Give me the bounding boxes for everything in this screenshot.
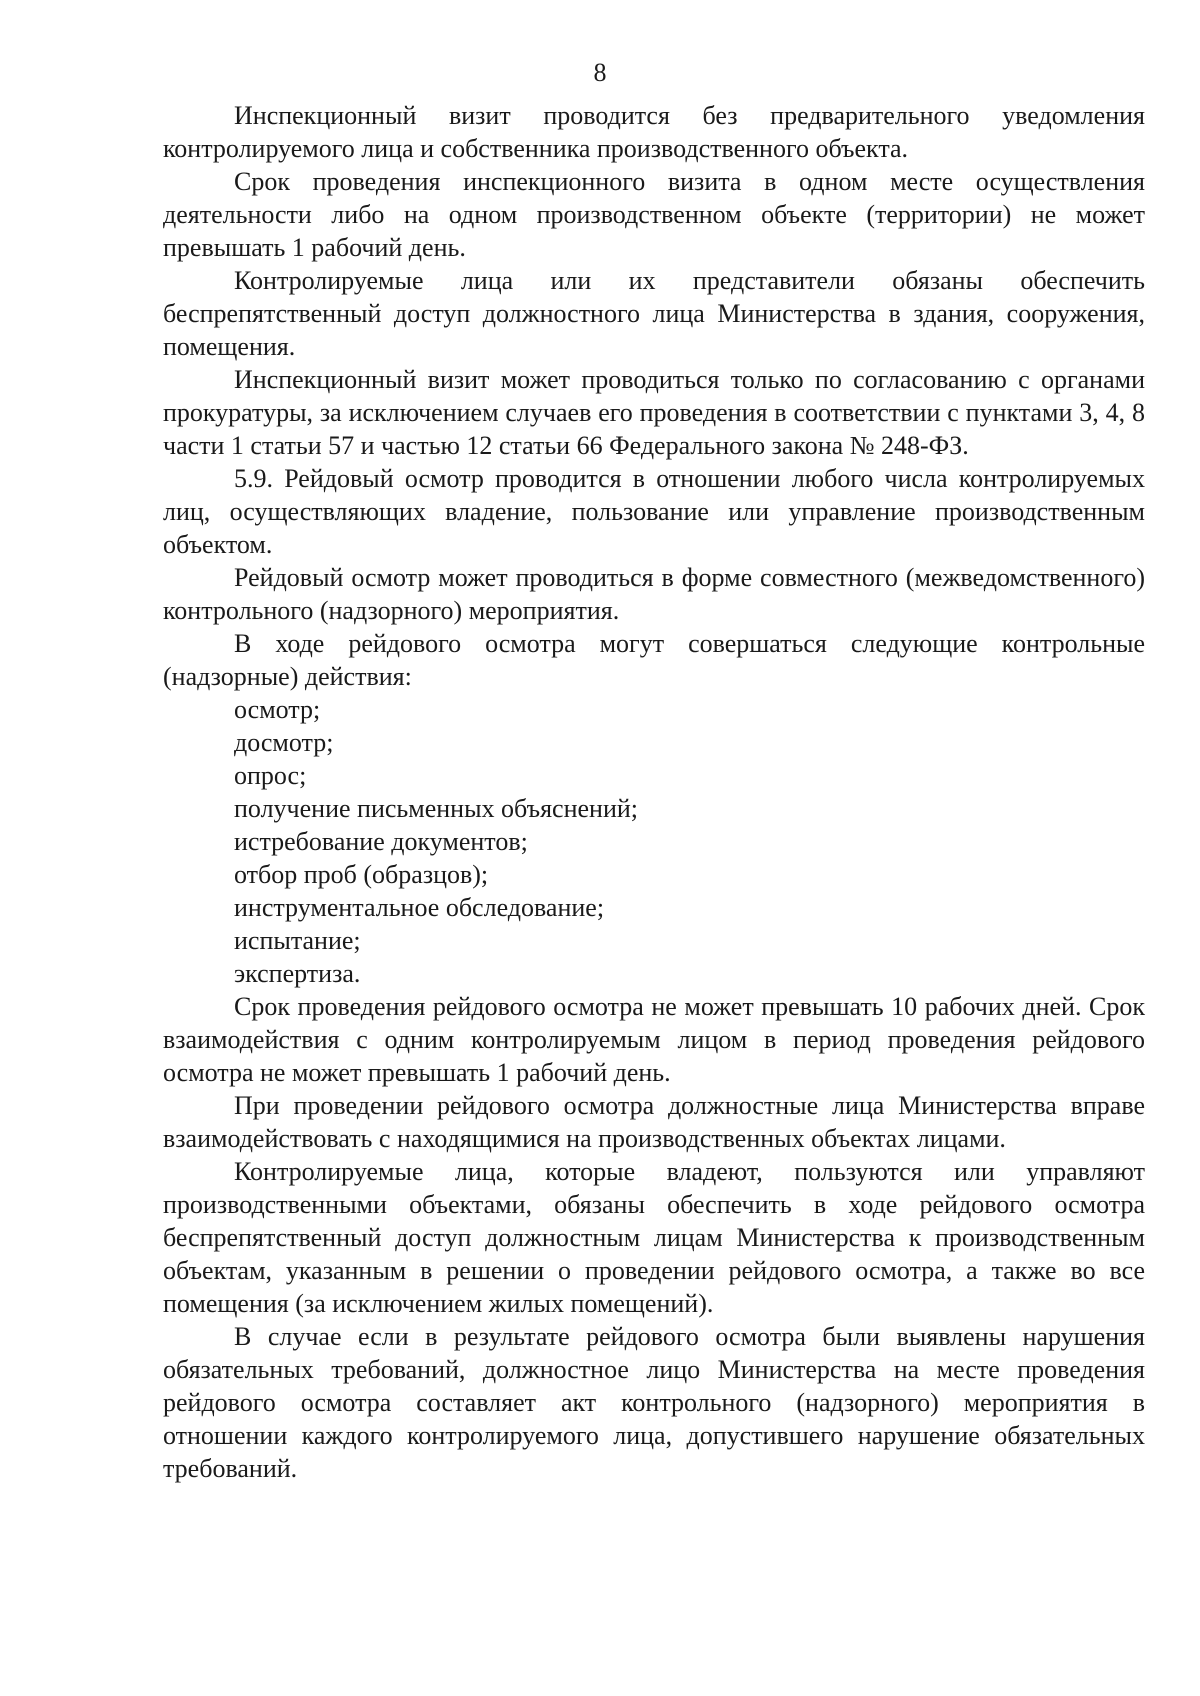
paragraph-section-5-9: 5.9. Рейдовый осмотр проводится в отношении любого числа контролируемых лиц, осуществляющих владение, пользование или управление производственным объектом. xyxy=(163,464,1145,559)
list-item: осмотр; xyxy=(234,695,321,724)
list-item: досмотр; xyxy=(234,728,334,757)
list-item: опрос; xyxy=(234,761,307,790)
document-body xyxy=(163,99,1145,1485)
list-item: испытание; xyxy=(234,926,361,955)
list-item: инструментальное обследование; xyxy=(234,893,605,922)
paragraph-joint-form: Рейдовый осмотр может проводиться в форме совместного (межведомственного) контрольного (надзорного) мероприятия. xyxy=(163,563,1145,625)
list-item: истребование документов; xyxy=(234,827,528,856)
paragraph-actions-intro: В ходе рейдового осмотра могут совершаться следующие контрольные (надзорные) действия: xyxy=(163,629,1145,691)
page-number: 8 xyxy=(593,58,607,87)
paragraph-inspection-duration: Срок проведения инспекционного визита в одном месте осуществления деятельности либо на одном производственном объекте (территории) не может превышать 1 рабочий день. xyxy=(163,167,1145,262)
paragraph-violations-act: В случае если в результате рейдового осмотра были выявлены нарушения обязательных требований, должностное лицо Министерства на месте проведения рейдового осмотра составляет акт контрольного (надзорного) мероприятия в отношении каждого контролируемого лица, допустившего нарушение обязательных требований. xyxy=(163,1322,1145,1483)
paragraph-access-obligation: Контролируемые лица или их представители обязаны обеспечить беспрепятственный доступ должностного лица Министерства в здания, сооружения, помещения. xyxy=(163,266,1145,361)
list-item: получение письменных объяснений; xyxy=(234,794,638,823)
list-item: отбор проб (образцов); xyxy=(234,860,489,889)
paragraph-raid-duration: Срок проведения рейдового осмотра не может превышать 10 рабочих дней. Срок взаимодействия с одним контролируемым лицом в период проведения рейдового осмотра не может превышать 1 рабочий день. xyxy=(163,992,1145,1087)
paragraph-officials-interaction: При проведении рейдового осмотра должностные лица Министерства вправе взаимодействовать с находящимися на производственных объектах лицами. xyxy=(163,1091,1145,1153)
paragraph-owners-access: Контролируемые лица, которые владеют, пользуются или управляют производственными объектами, обязаны обеспечить в ходе рейдового осмотра беспрепятственный доступ должностным лицам Министерства к производственным объектам, указанным в решении о проведении рейдового осмотра, а также во все помещения (за исключением жилых помещений). xyxy=(163,1157,1145,1318)
paragraph-prosecutor-approval: Инспекционный визит может проводиться только по согласованию с органами прокуратуры, за исключением случаев его проведения в соответствии с пунктами 3, 4, 8 части 1 статьи 57 и частью 12 статьи 66 Федерального закона № 248-ФЗ. xyxy=(163,365,1145,460)
actions-list xyxy=(163,693,1145,990)
paragraph-inspection-no-notice: Инспекционный визит проводится без предварительного уведомления контролируемого лица и собственника производственного объекта. xyxy=(163,101,1145,163)
list-item: экспертиза. xyxy=(234,959,361,988)
